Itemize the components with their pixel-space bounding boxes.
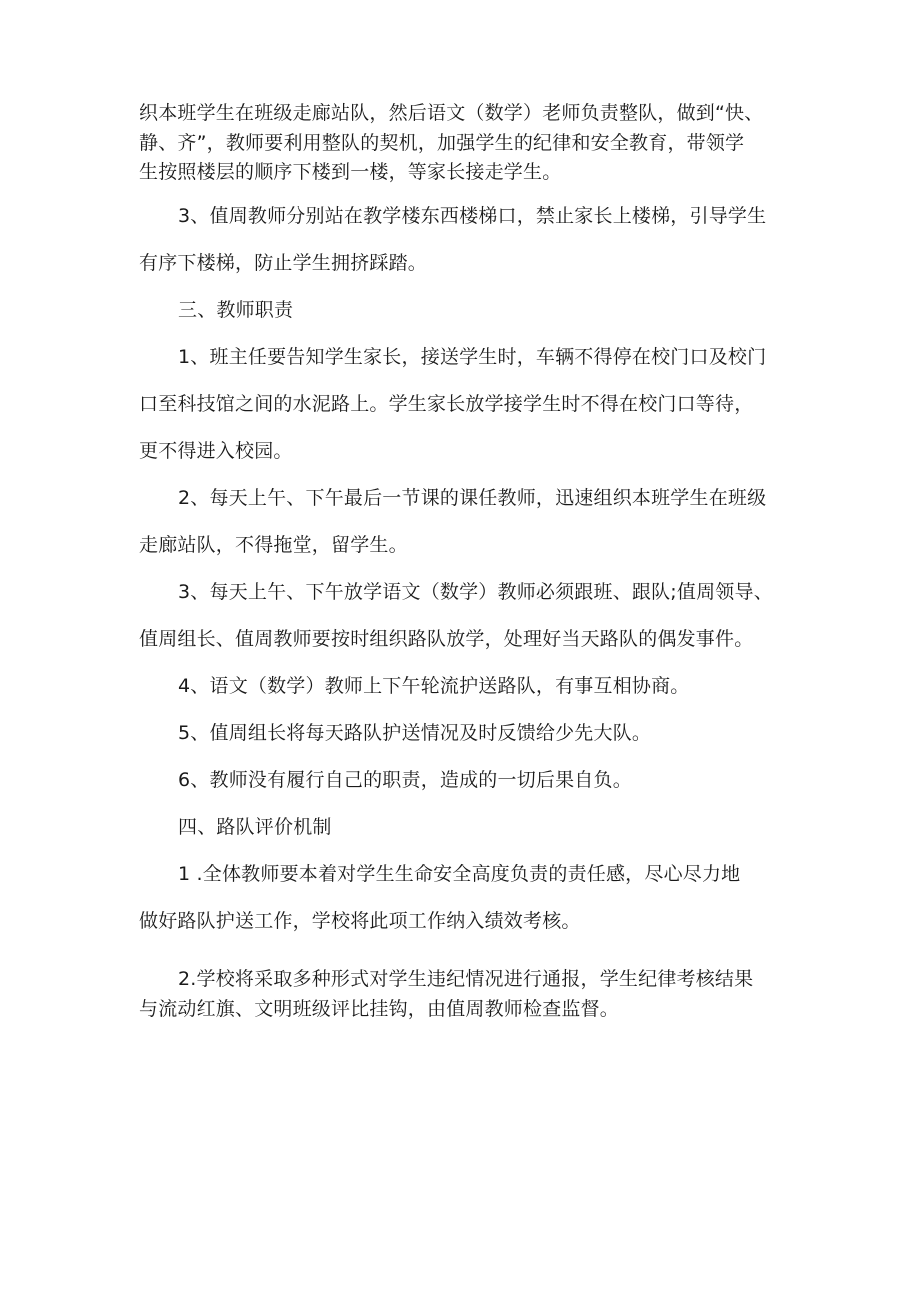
line-text: 生按照楼层的顺序下楼到一楼，等家长接走学生。 xyxy=(139,161,562,183)
text-line xyxy=(0,250,920,276)
text-line xyxy=(0,203,920,229)
text-line xyxy=(0,626,920,652)
text-line xyxy=(0,100,920,126)
text-line xyxy=(0,438,920,464)
line-text: 1、班主任要告知学生家长，接送学生时，车辆不得停在校门口及校门 xyxy=(178,346,767,368)
heading-text: 三、教师职责 xyxy=(178,299,294,321)
line-text: 静、齐”，教师要利用整队的契机，加强学生的纪律和安全教育，带领学 xyxy=(139,132,745,154)
line-text: 走廊站队，不得拖堂，留学生。 xyxy=(139,534,408,556)
text-line xyxy=(0,996,920,1022)
line-text: 2.学校将采取多种形式对学生违纪情况进行通报，学生纪律考核结果 xyxy=(178,968,754,990)
text-line xyxy=(0,485,920,511)
line-text: 6、教师没有履行自己的职责，造成的一切后果自负。 xyxy=(178,769,632,791)
line-text: 3、值周教师分别站在教学楼东西楼梯口，禁止家长上楼梯，引导学生 xyxy=(178,205,767,227)
line-text: 值周组长、值周教师要按时组织路队放学，处理好当天路队的偶发事件。 xyxy=(139,628,754,650)
heading-text: 四、路队评价机制 xyxy=(178,816,332,838)
text-line xyxy=(0,720,920,746)
line-text: 2、每天上午、下午最后一节课的课任教师，迅速组织本班学生在班级 xyxy=(178,487,767,509)
line-text: 4、语文（数学）教师上下午轮流护送路队，有事互相协商。 xyxy=(178,675,690,697)
line-text: 有序下楼梯，防止学生拥挤踩踏。 xyxy=(139,252,428,274)
line-text: 5、值周组长将每天路队护送情况及时反馈给少先大队。 xyxy=(178,722,652,744)
text-line xyxy=(0,579,920,605)
text-line xyxy=(0,966,920,992)
section-heading xyxy=(0,814,920,840)
text-line xyxy=(0,673,920,699)
text-line xyxy=(0,908,920,934)
line-text: 织本班学生在班级走廊站队，然后语文（数学）老师负责整队，做到“快、 xyxy=(139,102,764,124)
text-line xyxy=(0,861,920,887)
text-line xyxy=(0,159,920,185)
line-text: 更不得进入校园。 xyxy=(139,440,293,462)
line-text: 3、每天上午、下午放学语文（数学）教师必须跟班、跟队;值周领导、 xyxy=(178,581,773,603)
text-line xyxy=(0,344,920,370)
section-heading xyxy=(0,297,920,323)
text-line xyxy=(0,391,920,417)
text-line xyxy=(0,767,920,793)
text-line xyxy=(0,130,920,156)
line-text: 口至科技馆之间的水泥路上。学生家长放学接学生时不得在校门口等待， xyxy=(139,393,754,415)
text-line xyxy=(0,532,920,558)
line-text: 做好路队护送工作，学校将此项工作纳入绩效考核。 xyxy=(139,910,581,932)
line-text: 与流动红旗、文明班级评比挂钩，由值周教师检查监督。 xyxy=(139,998,620,1020)
line-text: 1 .全体教师要本着对学生生命安全高度负责的责任感，尽心尽力地 xyxy=(178,863,741,885)
